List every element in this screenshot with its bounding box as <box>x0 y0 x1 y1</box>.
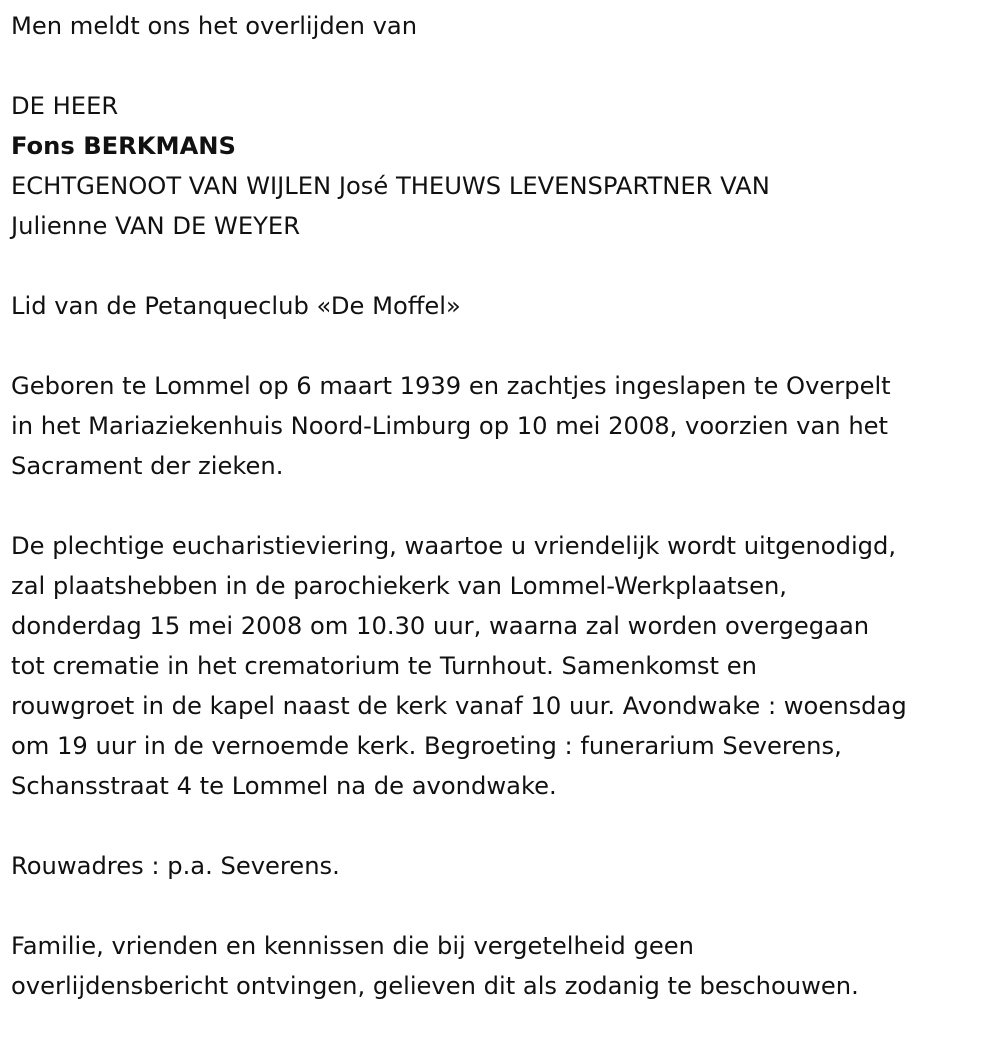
ceremony-line: De plechtige eucharistieviering, waartoe u vriendelijk wordt uitgenodigd, <box>11 532 897 560</box>
ceremony-line: om 19 uur in de vernoemde kerk. Begroeting : funerarium Severens, <box>11 732 842 760</box>
closing-line: Familie, vrienden en kennissen die bij vergetelheid geen <box>11 932 694 960</box>
birth-death-line: in het Mariaziekenhuis Noord-Limburg op 10 mei 2008, voorzien van het <box>11 412 889 440</box>
membership-text: Lid van de Petanqueclub «De Moffel» <box>11 292 461 320</box>
intro-text: Men meldt ons het overlijden van <box>11 12 418 40</box>
spacer <box>11 46 996 86</box>
closing-paragraph <box>11 926 996 1006</box>
spacer <box>11 326 996 366</box>
deceased-name: Fons BERKMANS <box>11 132 236 160</box>
ceremony-line: zal plaatshebben in de parochiekerk van Lommel-Werkplaatsen, <box>11 572 787 600</box>
birth-death-line: Geboren te Lommel op 6 maart 1939 en zachtjes ingeslapen te Overpelt <box>11 372 891 400</box>
ceremony-paragraph <box>11 526 996 806</box>
closing-line: overlijdensbericht ontvingen, gelieven dit als zodanig te beschouwen. <box>11 972 859 1000</box>
mourning-address: Rouwadres : p.a. Severens. <box>11 852 340 880</box>
relation-line-2: Julienne VAN DE WEYER <box>11 212 300 240</box>
death-notice <box>11 6 996 1006</box>
honorific: DE HEER <box>11 92 119 120</box>
birth-death-paragraph <box>11 366 996 486</box>
spacer <box>11 246 996 286</box>
relation-line-1: ECHTGENOOT VAN WIJLEN José THEUWS LEVENSPARTNER VAN <box>11 172 770 200</box>
ceremony-line: donderdag 15 mei 2008 om 10.30 uur, waarna zal worden overgegaan <box>11 612 870 640</box>
ceremony-line: tot crematie in het crematorium te Turnhout. Samenkomst en <box>11 652 757 680</box>
birth-death-line: Sacrament der zieken. <box>11 452 284 480</box>
spacer <box>11 806 996 846</box>
spacer <box>11 486 996 526</box>
spacer <box>11 886 996 926</box>
ceremony-line: rouwgroet in de kapel naast de kerk vanaf 10 uur. Avondwake : woensdag <box>11 692 907 720</box>
ceremony-line: Schansstraat 4 te Lommel na de avondwake. <box>11 772 557 800</box>
